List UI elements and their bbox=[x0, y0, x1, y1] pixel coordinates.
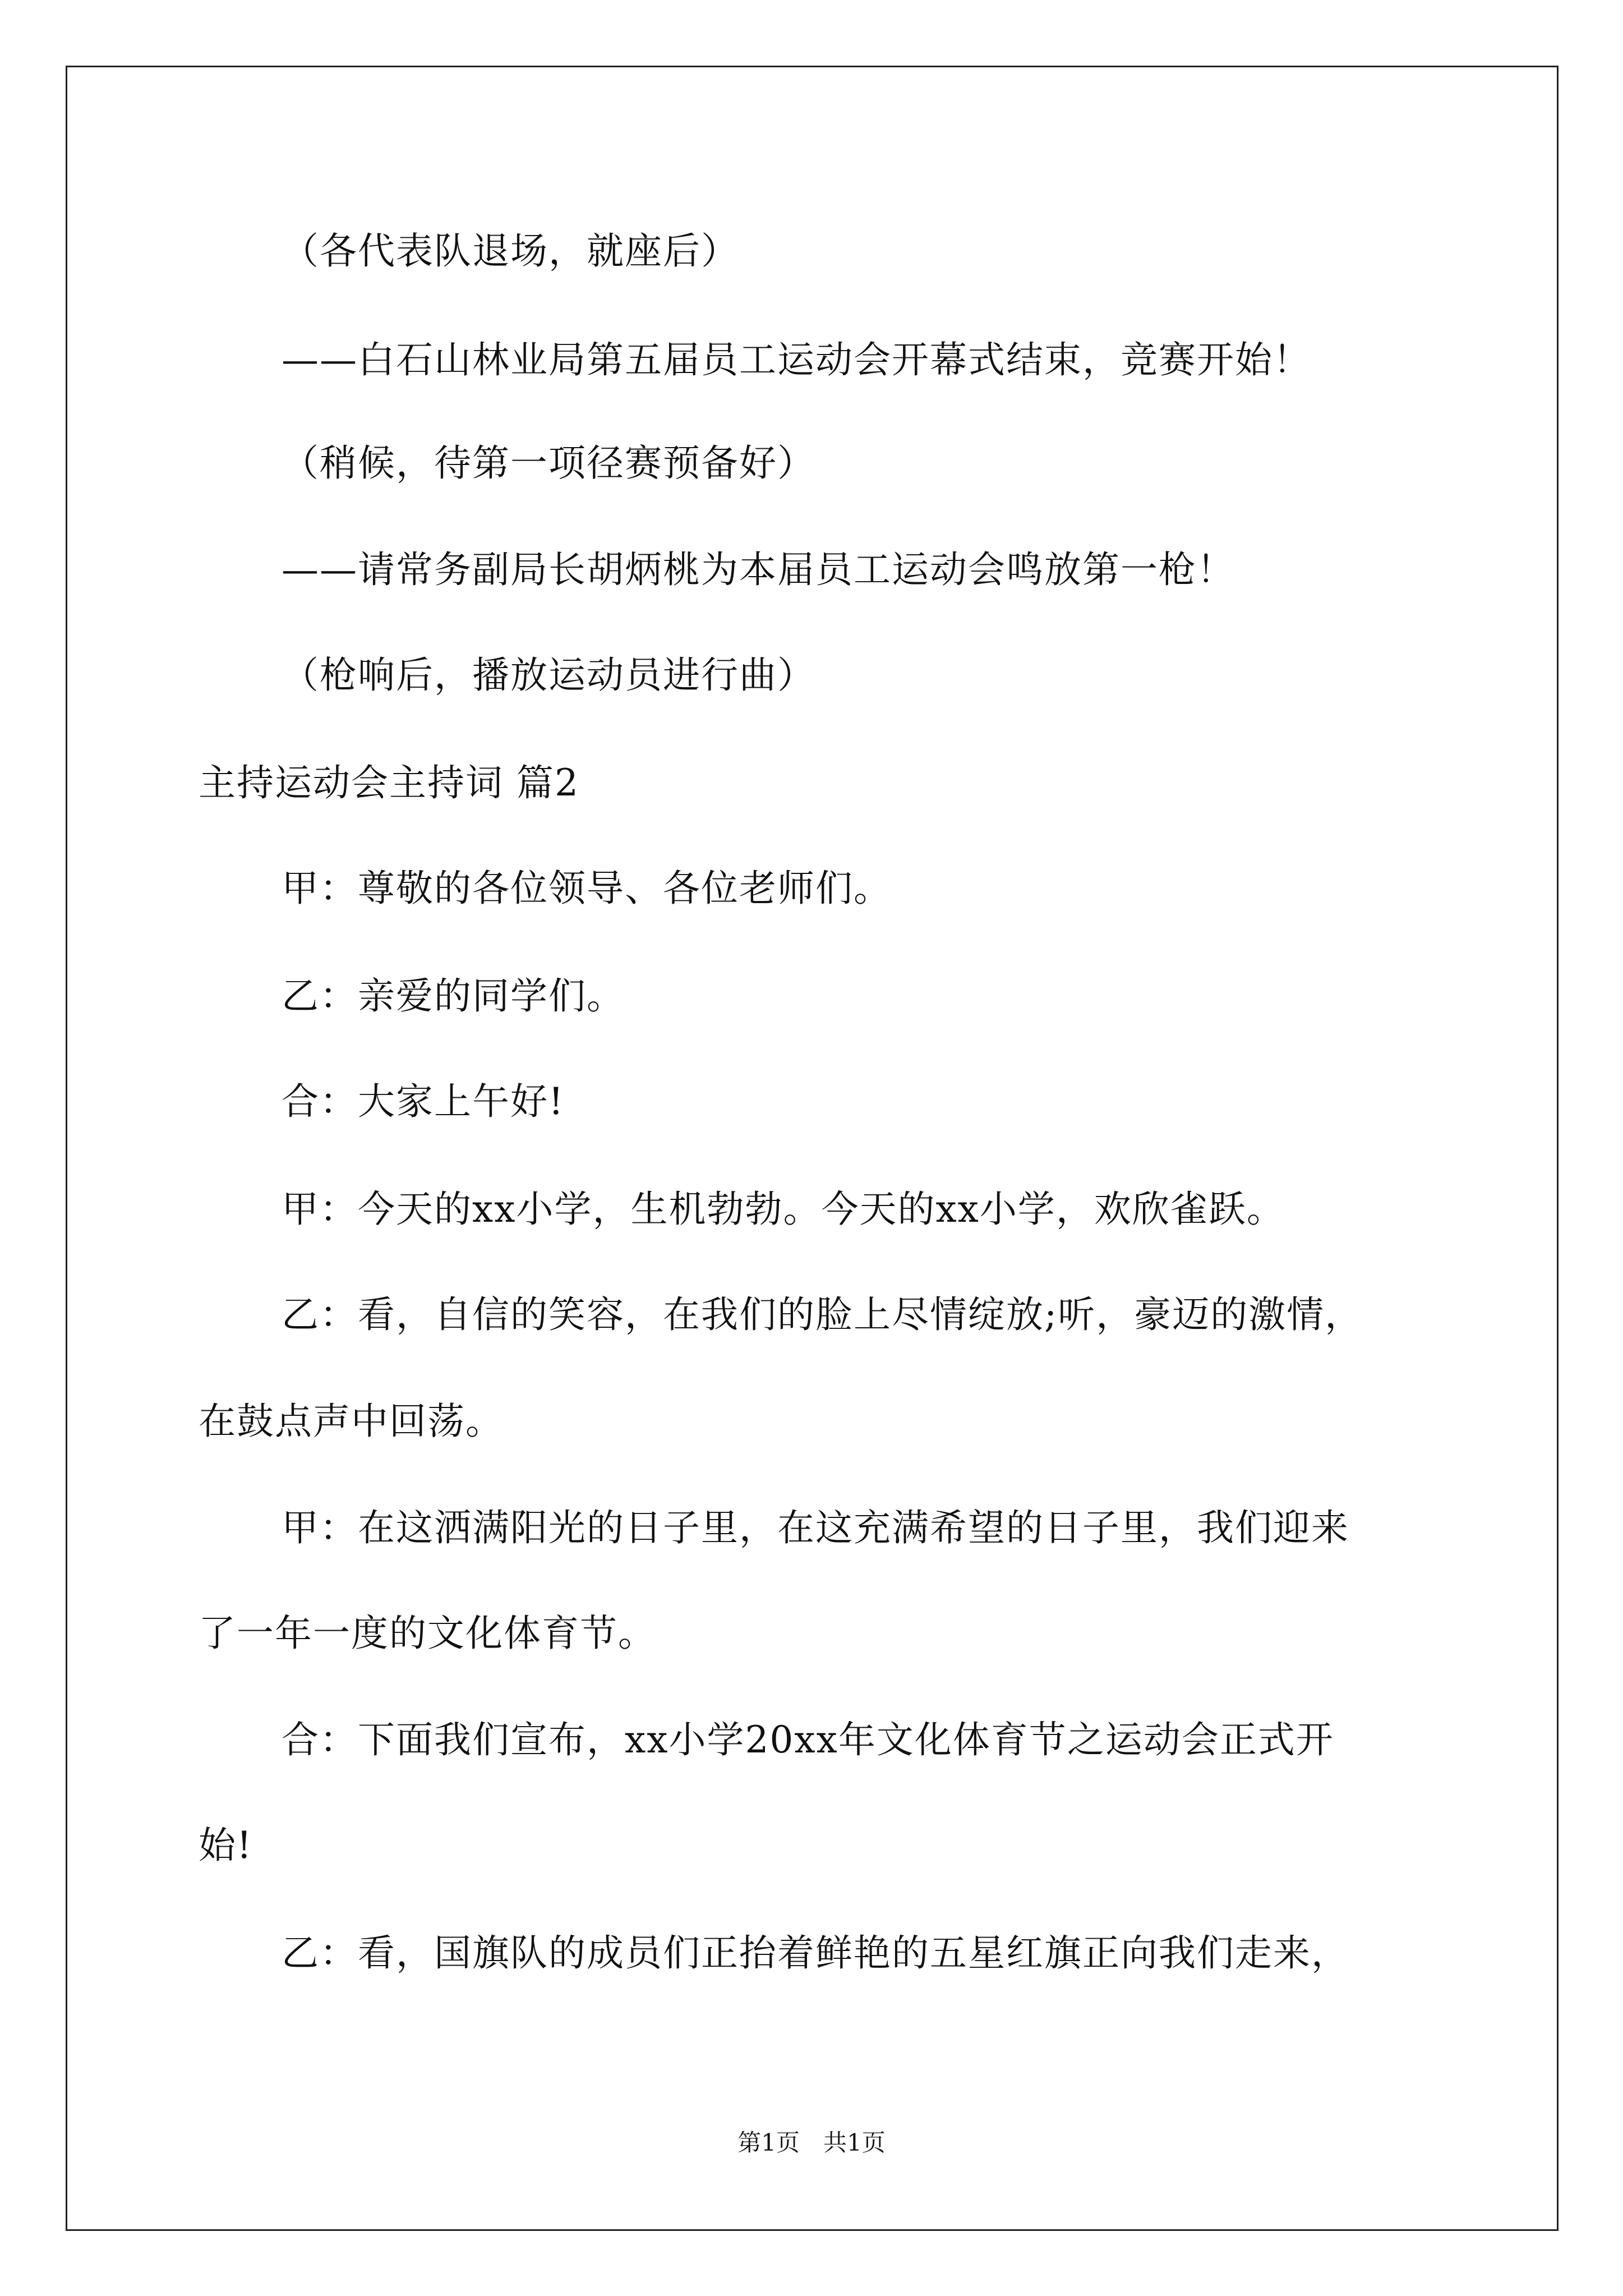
text-line: 甲：尊敬的各位领导、各位老师们。 bbox=[282, 867, 892, 910]
page-frame bbox=[66, 66, 1559, 2231]
text-line: 始! bbox=[199, 1824, 253, 1867]
text-line: 乙：看，自信的笑容，在我们的脸上尽情绽放;听，豪迈的激情， bbox=[282, 1293, 1363, 1336]
text-line: （各代表队退场，就座后） bbox=[282, 229, 739, 273]
text-line: 甲：在这洒满阳光的日子里，在这充满希望的日子里，我们迎来 bbox=[282, 1506, 1349, 1549]
text-line: 合：大家上午好! bbox=[282, 1080, 565, 1123]
text-line: 乙：看，国旗队的成员们正抬着鲜艳的五星红旗正向我们走来， bbox=[282, 1931, 1349, 1975]
text-line: 在鼓点声中回荡。 bbox=[199, 1400, 504, 1443]
section-heading: 主持运动会主持词 篇2 bbox=[199, 761, 579, 804]
text-line: 甲：今天的xx小学，生机勃勃。今天的xx小学，欢欣雀跃。 bbox=[282, 1188, 1285, 1231]
text-line: 合：下面我们宣布，xx小学20xx年文化体育节之运动会正式开 bbox=[282, 1718, 1334, 1761]
text-line: （枪响后，播放运动员进行曲） bbox=[282, 654, 815, 697]
text-line: ——请常务副局长胡炳桃为本届员工运动会鸣放第一枪！ bbox=[282, 548, 1235, 591]
text-line: 了一年一度的文化体育节。 bbox=[199, 1612, 656, 1655]
text-line: 乙：亲爱的同学们。 bbox=[282, 974, 625, 1018]
page-number: 第1页 共1页 bbox=[737, 2129, 886, 2156]
text-line: （稍候，待第一项径赛预备好） bbox=[282, 441, 815, 485]
text-line: ——白石山林业局第五届员工运动会开幕式结束，竞赛开始！ bbox=[282, 338, 1311, 381]
